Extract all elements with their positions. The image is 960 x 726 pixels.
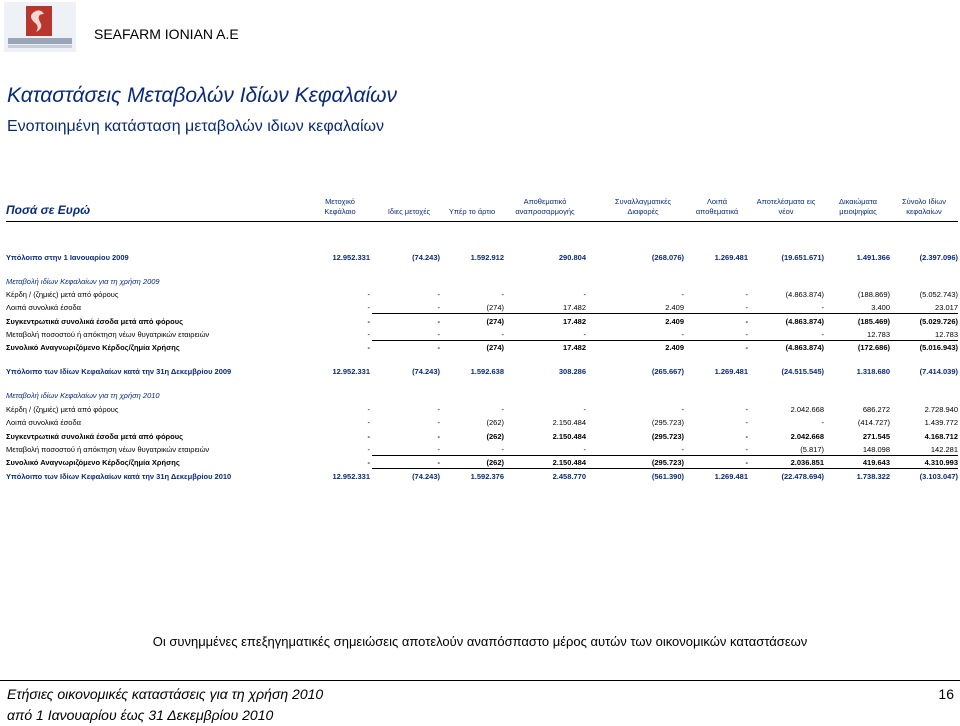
company-name: SEAFARM IONIAN A.E (94, 26, 239, 42)
table-cell: 148.098 (862, 445, 890, 454)
table-cell: (74.243) (412, 367, 440, 376)
table-cell: 2.728.940 (924, 405, 958, 414)
row-label: Μεταβολή ποσοστού ή απόκτηση νέων θυγατρικών εταιρειών (6, 330, 210, 339)
table-cell: - (745, 290, 748, 299)
footnote: Οι συνημμένες επεξηγηματικές σημειώσεις αποτελούν αναπόσπαστο μέρος αυτών των οικονομικών καταστάσεων (152, 634, 808, 649)
table-cell: - (821, 330, 824, 339)
table-cell: 1.491.366 (856, 253, 890, 262)
table-cell: 12.952.331 (332, 472, 370, 481)
table-cell: 4.168.712 (924, 432, 958, 441)
row-label: Μεταβολή ιδίων Κεφαλαίων για τη χρήση 2009 (6, 277, 160, 286)
table-cell: 2.036.851 (790, 458, 824, 467)
table-cell: (5.817) (800, 445, 824, 454)
table-cell: - (437, 445, 440, 454)
table-header (6, 190, 958, 220)
table-cell: - (583, 405, 586, 414)
table-row (6, 316, 958, 327)
table-cell: 142.281 (930, 445, 958, 454)
row-label: Συγκεντρωτικά συνολικά έσοδα μετά από φόρους (6, 317, 184, 326)
table-cell: - (745, 330, 748, 339)
row-label: Υπόλοιπο στην 1 Ιανουαρίου 2009 (6, 253, 129, 262)
row-label: Συνολικό Αναγνωριζόμενο Κέρδος/ζημία Χρήσης (6, 458, 180, 467)
subtotal-rule (372, 455, 958, 456)
table-cell: (4.863.874) (785, 317, 824, 326)
row-label: Λοιπά συνολικά έσοδα (6, 418, 81, 427)
row-label: Συγκεντρωτικά συνολικά έσοδα μετά από φόρους (6, 432, 184, 441)
table-cell: - (745, 317, 748, 326)
table-cell: - (367, 317, 370, 326)
table-cell: (3.103.047) (919, 472, 958, 481)
page-subtitle: Ενοποιημένη κατάσταση μεταβολών ιδιων κεφαλαίων (7, 118, 384, 135)
footer-divider (0, 680, 960, 681)
table-cell: 290.804 (558, 253, 586, 262)
table-cell: 3.400 (871, 303, 890, 312)
table-cell: 271.545 (862, 432, 890, 441)
page-number: 16 (938, 686, 954, 702)
table-row (6, 404, 958, 415)
row-label: Κέρδη / (ζημιές) μετά από φόρους (6, 405, 119, 414)
table-cell: - (367, 445, 370, 454)
table-cell: 2.150.484 (552, 432, 586, 441)
table-row (6, 471, 958, 482)
table-cell: 17.482 (563, 303, 586, 312)
table-cell: - (437, 432, 440, 441)
col-header-share-capital: Μετοχικό Κεφάλαιο (324, 197, 356, 216)
table-cell: - (501, 330, 504, 339)
col-header-total-equity: Σύνολο Ιδίων κεφαλαίων (902, 197, 946, 216)
table-cell: 1.592.376 (470, 472, 504, 481)
table-cell: (274) (486, 303, 504, 312)
table-cell: - (367, 290, 370, 299)
table-cell: 1.269.481 (714, 253, 748, 262)
table-cell: (295.723) (651, 418, 684, 427)
table-cell: (185.469) (857, 317, 890, 326)
table-cell: (74.243) (412, 253, 440, 262)
table-cell: (262) (486, 418, 504, 427)
table-row (6, 431, 958, 442)
currency-label: Ποσά σε Ευρώ (6, 203, 91, 217)
footer-period-title: Ετήσιες οικονομικές καταστάσεις για τη χρήση 2010 (7, 686, 324, 702)
table-row (6, 417, 958, 428)
table-cell: (5.052.743) (919, 290, 958, 299)
table-cell: (561.390) (651, 472, 684, 481)
equity-changes-table (6, 190, 958, 481)
table-cell: (4.863.874) (785, 343, 824, 352)
table-cell: 2.150.484 (552, 458, 586, 467)
table-cell: (5.029.726) (919, 317, 958, 326)
footer-period-range: από 1 Ιανουαρίου έως 31 Δεκεμβρίου 2010 (7, 707, 274, 723)
subtotal-rule (372, 468, 958, 469)
row-label: Λοιπά συνολικά έσοδα (6, 303, 81, 312)
col-header-share-premium: Υπέρ το άρτιο (448, 207, 496, 216)
subtotal-rule (372, 313, 958, 314)
table-cell: (268.076) (651, 253, 684, 262)
row-label: Υπόλοιπο των Ιδίων Κεφαλαίων κατά την 31η Δεκεμβρίου 2009 (6, 367, 232, 376)
table-cell: - (437, 317, 440, 326)
table-cell: 2.409 (665, 343, 684, 352)
table-cell: (2.397.096) (919, 253, 958, 262)
page-title: Καταστάσεις Μεταβολών Ιδίων Κεφαλαίων (7, 84, 398, 107)
table-cell: (295.723) (651, 458, 684, 467)
table-cell: 1.269.481 (714, 367, 748, 376)
table-cell: 12.783 (935, 330, 958, 339)
table-row (6, 366, 958, 377)
table-cell: - (583, 290, 586, 299)
table-cell: - (681, 330, 684, 339)
table-row (6, 252, 958, 263)
col-header-retained-earnings: Αποτελέσματα εις νέον (756, 197, 816, 216)
table-cell: (19.651.671) (781, 253, 824, 262)
table-cell: - (745, 343, 748, 352)
table-cell: 17.482 (563, 317, 586, 326)
table-cell: - (745, 418, 748, 427)
table-cell: 12.952.331 (332, 367, 370, 376)
row-label: Μεταβολή ιδίων Κεφαλαίων για τη χρήση 2010 (6, 391, 160, 400)
table-cell: - (745, 303, 748, 312)
table-cell: (295.723) (651, 432, 684, 441)
table-cell: - (681, 290, 684, 299)
table-cell: (4.863.874) (785, 290, 824, 299)
row-label: Υπόλοιπο των Ιδίων Κεφαλαίων κατά την 31η Δεκεμβρίου 2010 (6, 472, 232, 481)
table-cell: 2.150.484 (552, 418, 586, 427)
row-label: Κέρδη / (ζημιές) μετά από φόρους (6, 290, 119, 299)
table-cell: - (437, 458, 440, 467)
table-cell: (274) (486, 343, 504, 352)
company-logo (4, 2, 76, 52)
table-cell: - (367, 303, 370, 312)
col-header-treasury-shares: Ιδιες μετοχές (387, 207, 431, 216)
table-cell: 2.458.770 (552, 472, 586, 481)
table-cell: - (583, 445, 586, 454)
table-cell: - (367, 330, 370, 339)
col-header-minority-interest: Δικαιώματα μειοψηφίας (838, 197, 878, 216)
table-cell: - (501, 405, 504, 414)
table-cell: (7.414.039) (919, 367, 958, 376)
table-cell: 12.783 (867, 330, 890, 339)
table-cell: 1.269.481 (714, 472, 748, 481)
table-cell: 17.482 (563, 343, 586, 352)
table-cell: - (367, 458, 370, 467)
table-cell: 1.592.912 (470, 253, 504, 262)
table-cell: (414.727) (857, 418, 890, 427)
table-cell: (5.016.943) (919, 343, 958, 352)
table-cell: 1.439.772 (924, 418, 958, 427)
col-header-other-reserves: Λοιπά αποθεματικά (695, 197, 739, 216)
table-cell: 2.042.668 (790, 432, 824, 441)
table-cell: - (437, 330, 440, 339)
table-cell: (262) (486, 432, 504, 441)
table-cell: - (437, 290, 440, 299)
table-cell: (265.667) (651, 367, 684, 376)
table-cell: - (437, 418, 440, 427)
table-cell: 23.017 (935, 303, 958, 312)
table-cell: (188.869) (857, 290, 890, 299)
table-row (6, 457, 958, 468)
table-cell: 1.738.322 (856, 472, 890, 481)
table-cell: (22.478.694) (781, 472, 824, 481)
table-cell: - (745, 458, 748, 467)
table-cell: - (583, 330, 586, 339)
table-cell: - (367, 418, 370, 427)
table-cell: (274) (486, 317, 504, 326)
table-cell: - (681, 405, 684, 414)
table-cell: - (437, 405, 440, 414)
row-label: Συνολικό Αναγνωριζόμενο Κέρδος/ζημία Χρήσης (6, 343, 180, 352)
table-cell: - (681, 445, 684, 454)
table-cell: (262) (486, 458, 504, 467)
table-cell: - (745, 405, 748, 414)
table-cell: 12.952.331 (332, 253, 370, 262)
table-row (6, 329, 958, 340)
table-cell: - (821, 418, 824, 427)
table-cell: (24.515.545) (781, 367, 824, 376)
table-row (6, 276, 958, 287)
table-row (6, 289, 958, 300)
table-cell: 2.042.668 (790, 405, 824, 414)
subtotal-rule (372, 340, 958, 341)
table-cell: (172.686) (857, 343, 890, 352)
table-cell: 1.592.638 (470, 367, 504, 376)
table-cell: - (437, 343, 440, 352)
table-cell: 419.643 (862, 458, 890, 467)
table-cell: - (437, 303, 440, 312)
row-label: Μεταβολή ποσοστού ή απόκτηση νέων θυγατρικών εταιρειών (6, 445, 210, 454)
table-cell: 2.409 (665, 303, 684, 312)
col-header-revaluation-reserve: Αποθεματικό αναπροσαρμογής (515, 197, 575, 216)
table-cell: - (367, 405, 370, 414)
table-cell: 1.318.680 (856, 367, 890, 376)
table-row (6, 302, 958, 313)
table-cell: - (367, 343, 370, 352)
table-cell: 308.286 (558, 367, 586, 376)
table-cell: 686.272 (862, 405, 890, 414)
table-row (6, 390, 958, 401)
table-cell: - (501, 445, 504, 454)
header-rule (6, 221, 958, 222)
table-cell: - (745, 445, 748, 454)
table-cell: (74.243) (412, 472, 440, 481)
table-cell: 4.310.993 (924, 458, 958, 467)
col-header-fx-differences: Συναλλαγματικές Διαφορές (614, 197, 672, 216)
table-row (6, 342, 958, 353)
table-cell: 2.409 (665, 317, 684, 326)
table-cell: - (821, 303, 824, 312)
table-cell: - (501, 290, 504, 299)
table-cell: - (745, 432, 748, 441)
table-cell: - (367, 432, 370, 441)
table-row (6, 444, 958, 455)
